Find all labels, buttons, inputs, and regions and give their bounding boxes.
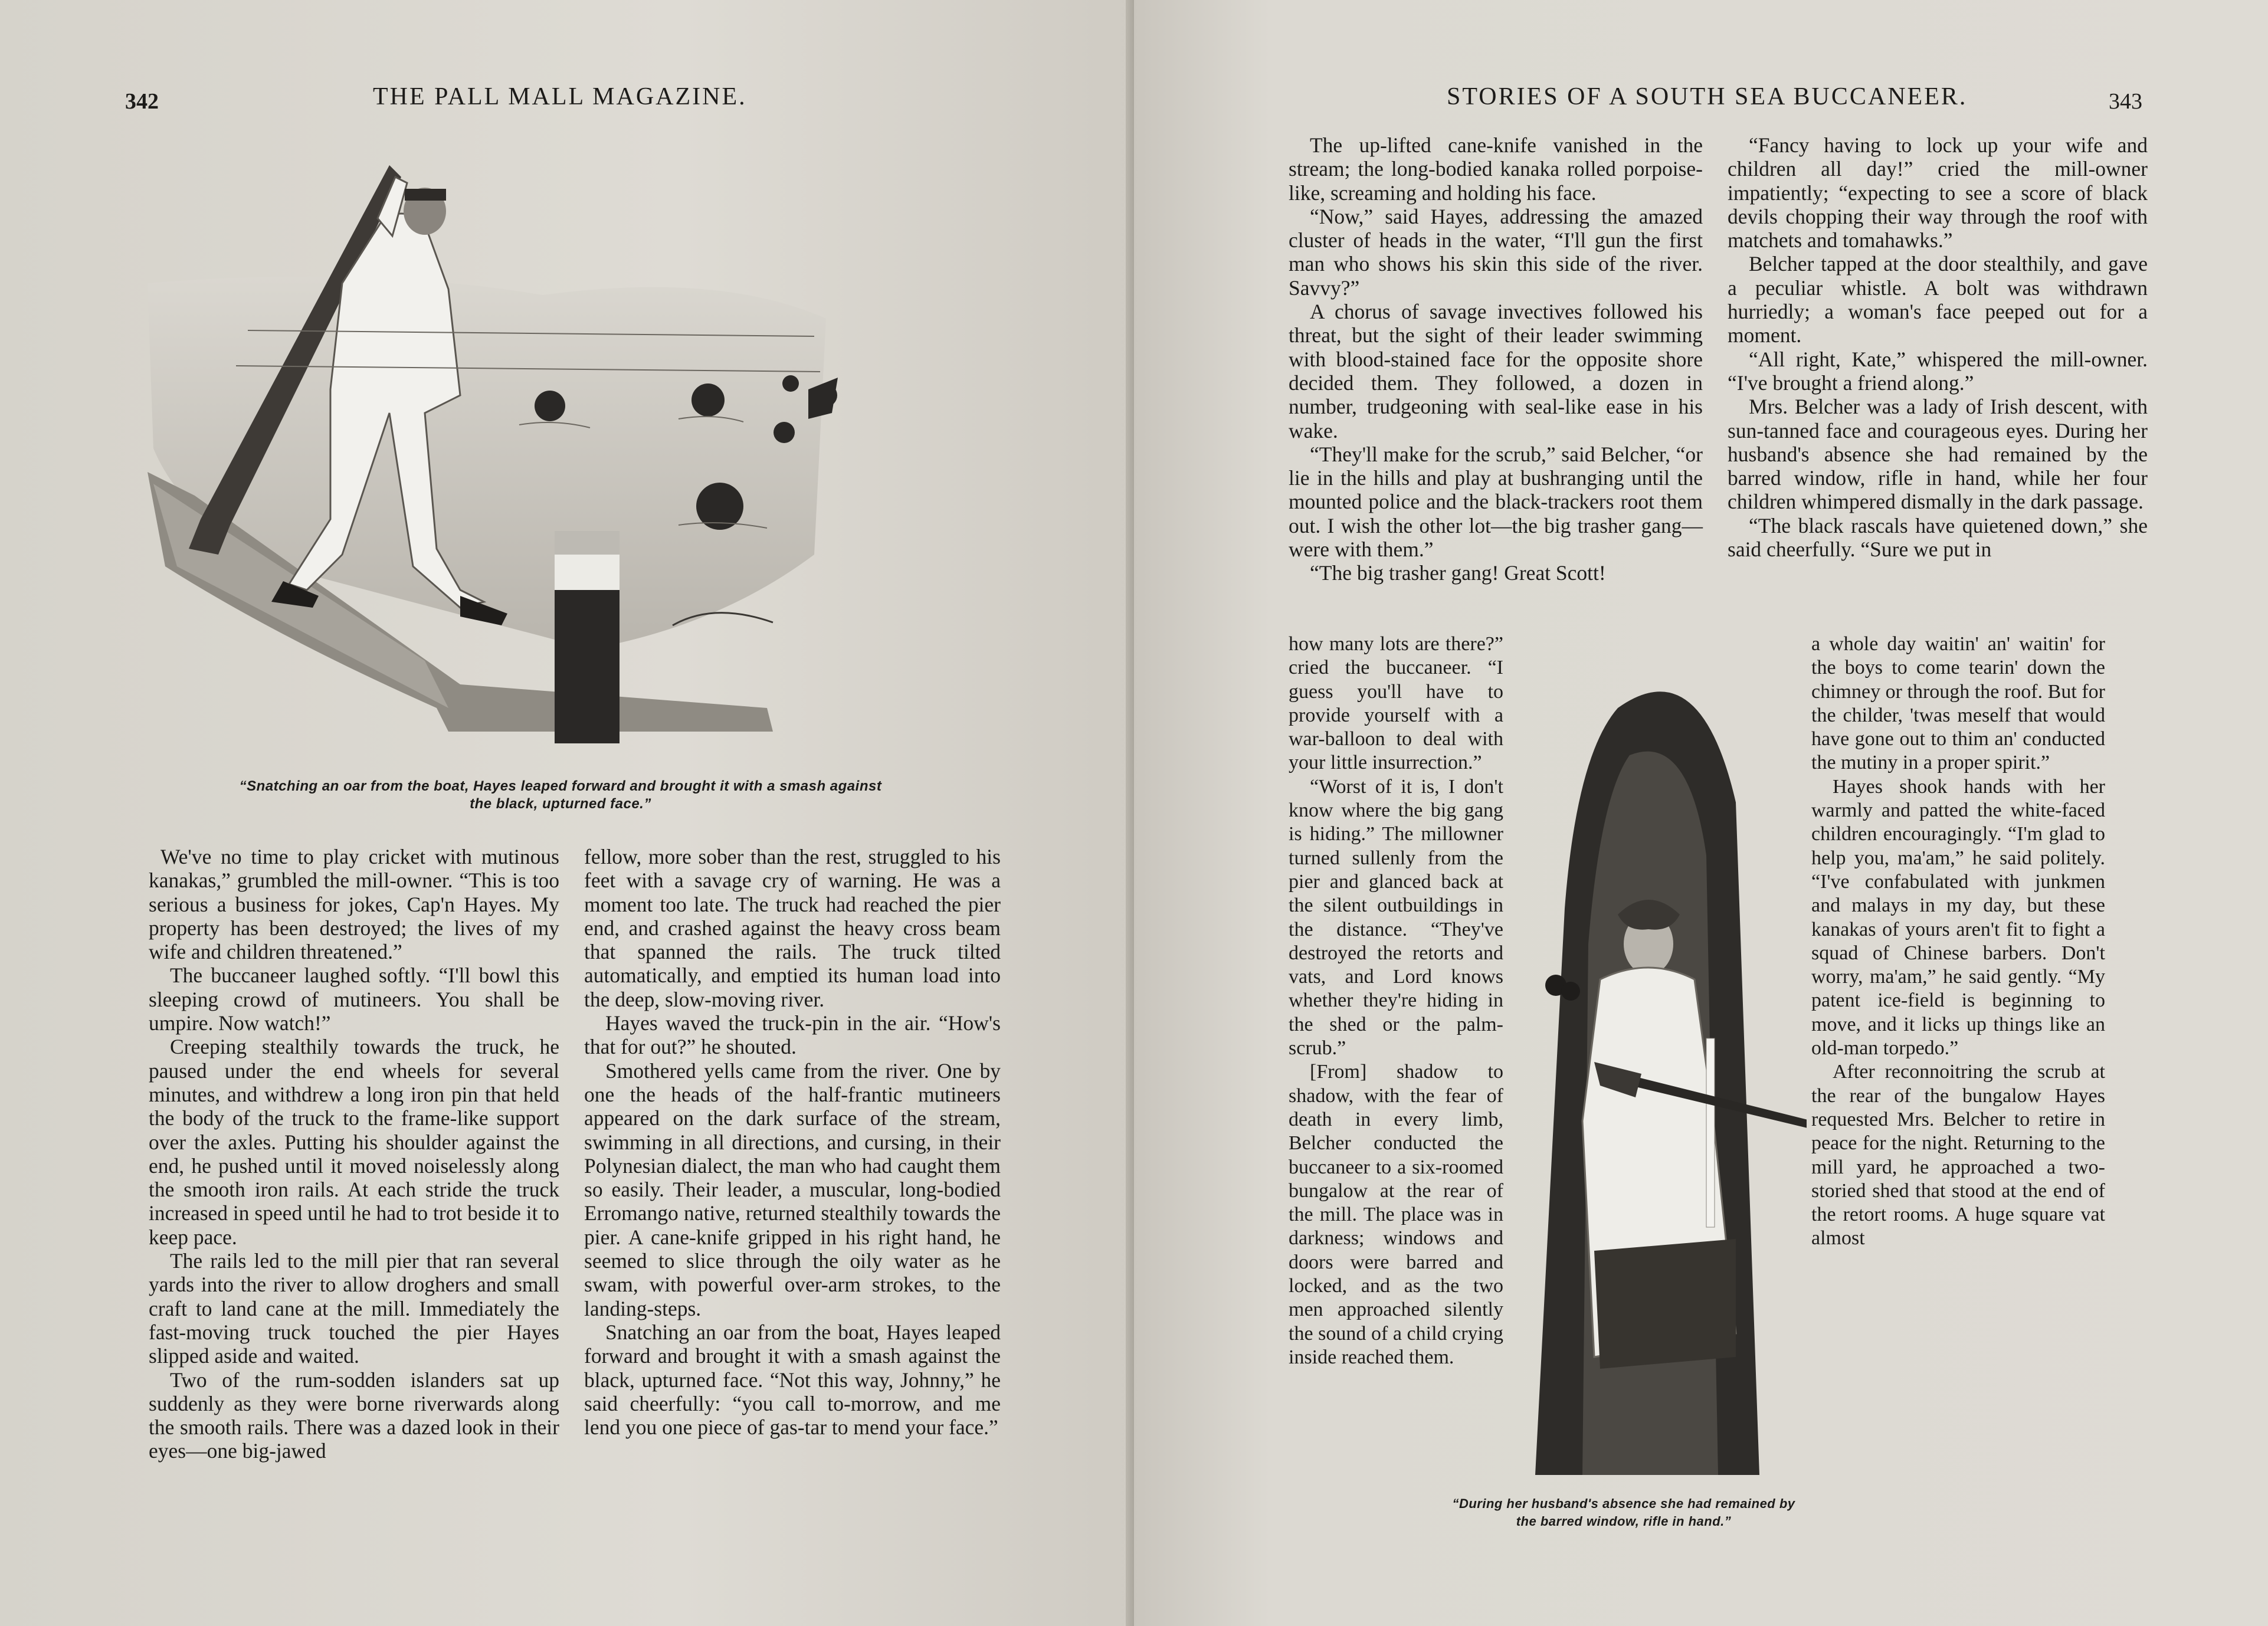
- paragraph: We've no time to play cricket with mutinous kanakas,” grumbled the mill-owner. “This is too serious a business for jokes, Cap'n Hayes. My property has been destroyed; the lives of my wife and children threatened.”: [149, 845, 559, 964]
- caption-line: “Snatching an oar from the boat, Hayes leaped forward and brought it with a smash against: [239, 778, 882, 794]
- paragraph: how many lots are there?” cried the buccaneer. “I guess you'll have to provide yourself with a war-balloon to deal with your little insurrection.”: [1289, 633, 1503, 774]
- paragraph: “Now,” said Hayes, addressing the amazed cluster of heads in the water, “I'll gun the first man who shows his skin this side of the river. Savvy?”: [1289, 204, 1703, 300]
- illustration-woman-rifle: [1512, 661, 1807, 1475]
- paragraph: A chorus of savage invectives followed his threat, but the sight of their leader swimming with blood-stained face for the opposite shore decided them. They followed, a dozen in number, trudgeoning with seal-like ease in his wake.: [1289, 300, 1703, 442]
- paragraph: [From] shadow to shadow, with the fear of death in every limb, Belcher conducted the buccaneer to a six-roomed bungalow at the rear of the mill. The place was in darkness; windows and doors were barred and locked, and as the two men approached silently the sound of a child crying inside reached them.: [1289, 1061, 1503, 1368]
- illustration-oar-scene: [130, 142, 838, 749]
- paragraph: Smothered yells came from the river. One by one the heads of the half-frantic mutineers appeared on the dark surface of the stream, swimming in all directions, and cursing, in their Polynesian dialect, the man who had caught them so easily. Their leader, a muscular, long-bodied Erromango native, returned stealthily towards the pier. A cane-knife gripped in his right hand, he seemed to slice through the oily water as he swam, with powerful over-arm strokes, to the landing-steps.: [584, 1058, 1001, 1320]
- illustration-2-caption: [1358, 1495, 1889, 1530]
- right-page: [1134, 0, 2268, 1626]
- caption-line: the black, upturned face.”: [470, 796, 651, 812]
- page-number-right: 343: [2109, 89, 2142, 114]
- right-column-2-top: [1728, 133, 2148, 561]
- paragraph: Snatching an oar from the boat, Hayes leaped forward and brought it with a smash against the black, upturned face. “Not this way, Johnny,” he said cheerfully: “you call to-morrow, and me lend you one piece of gas-tar to mend your face.”: [584, 1320, 1001, 1440]
- illustration-1-caption: [148, 778, 974, 813]
- left-column-2: [584, 845, 1001, 1439]
- caption-line: “During her husband's absence she had remained by: [1452, 1496, 1795, 1511]
- running-head-left: THE PALL MALL MAGAZINE.: [373, 83, 747, 110]
- paragraph: fellow, more sober than the rest, struggled to his feet with a savage cry of warning. He was a moment too late. The truck had reached the pier end, and crashed against the heavy cross beam that spanned the rails. The truck tilted automatically, and emptied its human load into the deep, slow-moving river.: [584, 845, 1001, 1011]
- paragraph: Creeping stealthily towards the truck, he paused under the end wheels for several minutes, and withdrew a long iron pin that held the body of the truck to the frame-like support over the axles. Putting his shoulder against the end, he pushed until it moved noiselessly along the smooth iron rails. At each stride the truck increased in speed until he had to trot beside it to keep pace.: [149, 1035, 560, 1249]
- right-column-1-top: [1289, 133, 1703, 585]
- paragraph: “Worst of it is, I don't know where the big gang is hiding.” The millowner turned sullenly from the pier and glanced back at the silent outbuildings in the distance. “They've destroyed the retorts and vats, and Lord knows whether they're hiding in the shed or the palm-scrub.”: [1289, 775, 1503, 1060]
- paragraph: “Fancy having to lock up your wife and children all day!” cried the mill-owner impatiently; “expecting to see a score of black devils chopping their way through the roof with matchets and tomahawks.”: [1728, 133, 2148, 253]
- paragraph: “The black rascals have quietened down,” she said cheerfully. “Sure we put in: [1728, 513, 2148, 562]
- paragraph: “All right, Kate,” whispered the mill-owner. “I've brought a friend along.”: [1728, 347, 2148, 395]
- paragraph: “The big trasher gang! Great Scott!: [1310, 561, 1606, 585]
- paragraph: The up-lifted cane-knife vanished in the stream; the long-bodied kanaka rolled porpoise-like, screaming and holding his face.: [1289, 133, 1703, 205]
- paragraph: “They'll make for the scrub,” said Belcher, “or lie in the hills and play at bushranging until the mounted police and the black-trackers root them out. I wish the other lot—the big trasher gang—were with them.”: [1289, 442, 1703, 562]
- left-column-1: [149, 845, 559, 1463]
- right-column-2-narrow: [1811, 632, 2105, 1251]
- paragraph: The buccaneer laughed softly. “I'll bowl this sleeping crowd of mutineers. You shall be umpire. Now watch!”: [149, 963, 559, 1035]
- paragraph: Belcher tapped at the door stealthily, and gave a peculiar whistle. A bolt was withdrawn hurriedly; a woman's face peeped out for a moment.: [1728, 252, 2148, 348]
- caption-line: the barred window, rifle in hand.”: [1516, 1514, 1732, 1529]
- paragraph: Hayes waved the truck-pin in the air. “How's that for out?” he shouted.: [584, 1011, 1001, 1059]
- right-column-1-narrow: [1289, 632, 1503, 1369]
- paragraph: Mrs. Belcher was a lady of Irish descent, with sun-tanned face and courageous eyes. During her husband's absence she had remained by the barred window, rifle in hand, while her four children whimpered dismally in the dark passage.: [1728, 395, 2148, 514]
- paragraph: Two of the rum-sodden islanders sat up suddenly as they were borne riverwards along the smooth rails. There was a dazed look in their eyes—one big-jawed: [149, 1368, 559, 1463]
- paragraph: The rails led to the mill pier that ran several yards into the river to allow droghers and small craft to land cane at the mill. Immediately the fast-moving truck touched the pier Hayes slipped aside and waited.: [149, 1249, 559, 1368]
- page-number-left: 342: [125, 89, 159, 114]
- running-head-right: STORIES OF A SOUTH SEA BUCCANEER.: [1447, 83, 1968, 110]
- paragraph: After reconnoitring the scrub at the rear of the bungalow Hayes requested Mrs. Belcher to retire in peace for the night. Returning to the mill yard, he approached a two-storied shed that stood at the end of the retort rooms. A huge square vat almost: [1811, 1061, 2105, 1250]
- paragraph: Hayes shook hands with her warmly and patted the white-faced children encouragingly. “I'm glad to help you, ma'am,” he said politely. “I've confabulated with junkmen and malays in my day, but these kanakas of yours aren't fit to fight a squad of Chinese barbers. Don't worry, ma'am,” he said gently. “My patent ice-field is beginning to move, and it licks up things like an old-man torpedo.”: [1811, 775, 2105, 1060]
- paragraph: a whole day waitin' an' waitin' for the boys to come tearin' down the chimney or through the roof. But for the childer, 'twas meself that would have gone out to thim an' conducted the mutiny in a proper spirit.”: [1811, 633, 2105, 774]
